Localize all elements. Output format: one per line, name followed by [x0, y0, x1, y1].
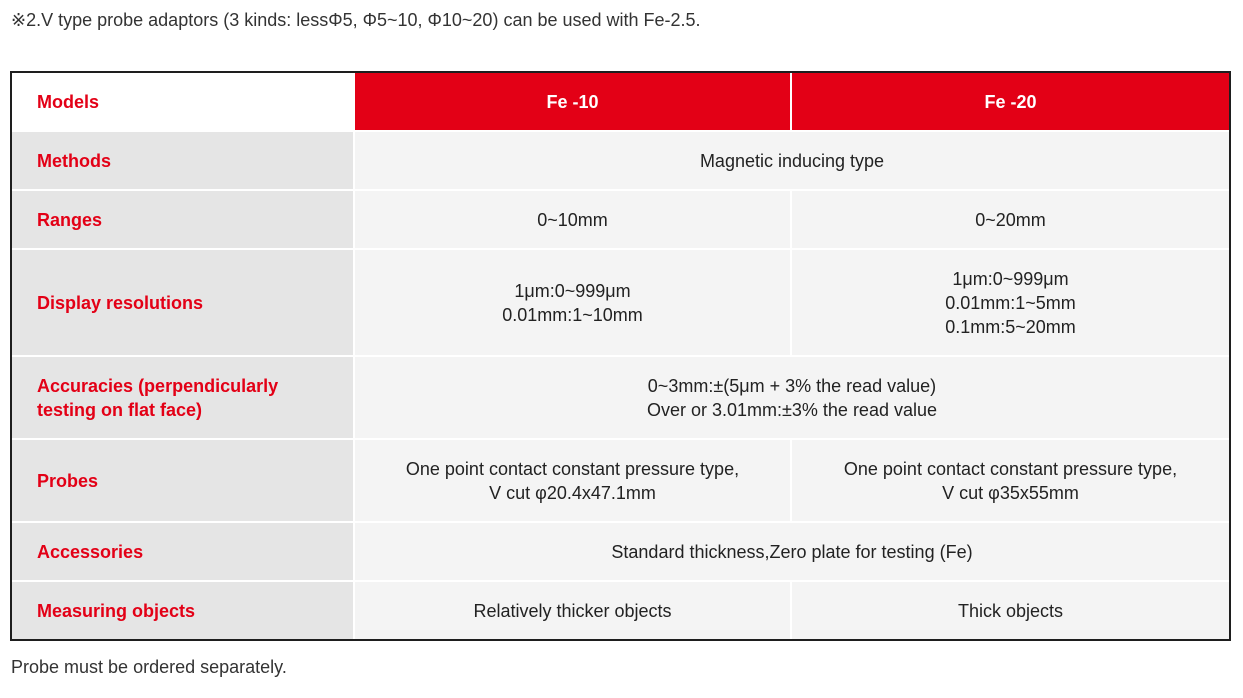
models-label: Models	[12, 73, 355, 132]
spec-table	[10, 71, 1231, 641]
probes-label: Probes	[12, 440, 355, 523]
accessories-value: Standard thickness,Zero plate for testing (Fe)	[355, 523, 1229, 582]
resolution-fe-20-line: 1μm:0~999μm	[952, 268, 1069, 289]
accuracies-value-line: 0~3mm:±(5μm + 3% the read value)	[647, 375, 937, 396]
probe-fe-10	[355, 440, 792, 523]
range-fe-20: 0~20mm	[792, 191, 1229, 250]
resolution-fe-20	[792, 250, 1229, 357]
probe-fe-20-line: One point contact constant pressure type,	[843, 458, 1178, 479]
probe-fe-10-line: V cut φ20.4x47.1mm	[489, 482, 656, 503]
resolution-fe-20-line: 0.1mm:5~20mm	[945, 316, 1076, 337]
adaptor-note: ※2.V type probe adaptors (3 kinds: lessΦ5, Φ5~10, Φ10~20) can be used with Fe-2.5.	[11, 10, 701, 30]
measuring-objects-fe-10: Relatively thicker objects	[355, 582, 792, 639]
header-row	[12, 73, 1229, 132]
resolution-fe-10-line: 1μm:0~999μm	[514, 280, 631, 301]
model-fe-20-header: Fe -20	[792, 73, 1229, 132]
display-resolutions-row	[12, 250, 1229, 357]
accuracies-value-line: Over or 3.01mm:±3% the read value	[646, 399, 937, 420]
resolution-fe-10-line: 0.01mm:1~10mm	[502, 304, 643, 325]
accuracies-label-line: Accuracies (perpendicularly	[37, 375, 279, 396]
probe-fe-20	[792, 440, 1229, 523]
accuracies-row	[12, 357, 1229, 440]
resolution-fe-10	[355, 250, 792, 357]
order-note: Probe must be ordered separately.	[11, 657, 287, 677]
probe-fe-10-line: One point contact constant pressure type,	[405, 458, 740, 479]
methods-value: Magnetic inducing type	[355, 132, 1229, 191]
measuring-objects-label: Measuring objects	[12, 582, 355, 639]
probes-row	[12, 440, 1229, 523]
measuring-objects-fe-20: Thick objects	[792, 582, 1229, 639]
ranges-row	[12, 191, 1229, 250]
methods-label: Methods	[12, 132, 355, 191]
resolution-fe-20-line: 0.01mm:1~5mm	[945, 292, 1076, 313]
display-resolutions-label: Display resolutions	[12, 250, 355, 357]
range-fe-10: 0~10mm	[355, 191, 792, 250]
accessories-row	[12, 523, 1229, 582]
accuracies-label-line: testing on flat face)	[37, 399, 203, 420]
accuracies-label	[12, 357, 355, 440]
methods-row	[12, 132, 1229, 191]
ranges-label: Ranges	[12, 191, 355, 250]
measuring-objects-row	[12, 582, 1229, 639]
probe-fe-20-line: V cut φ35x55mm	[942, 482, 1079, 503]
accessories-label: Accessories	[12, 523, 355, 582]
model-fe-10-header: Fe -10	[355, 73, 792, 132]
accuracies-value	[355, 357, 1229, 440]
